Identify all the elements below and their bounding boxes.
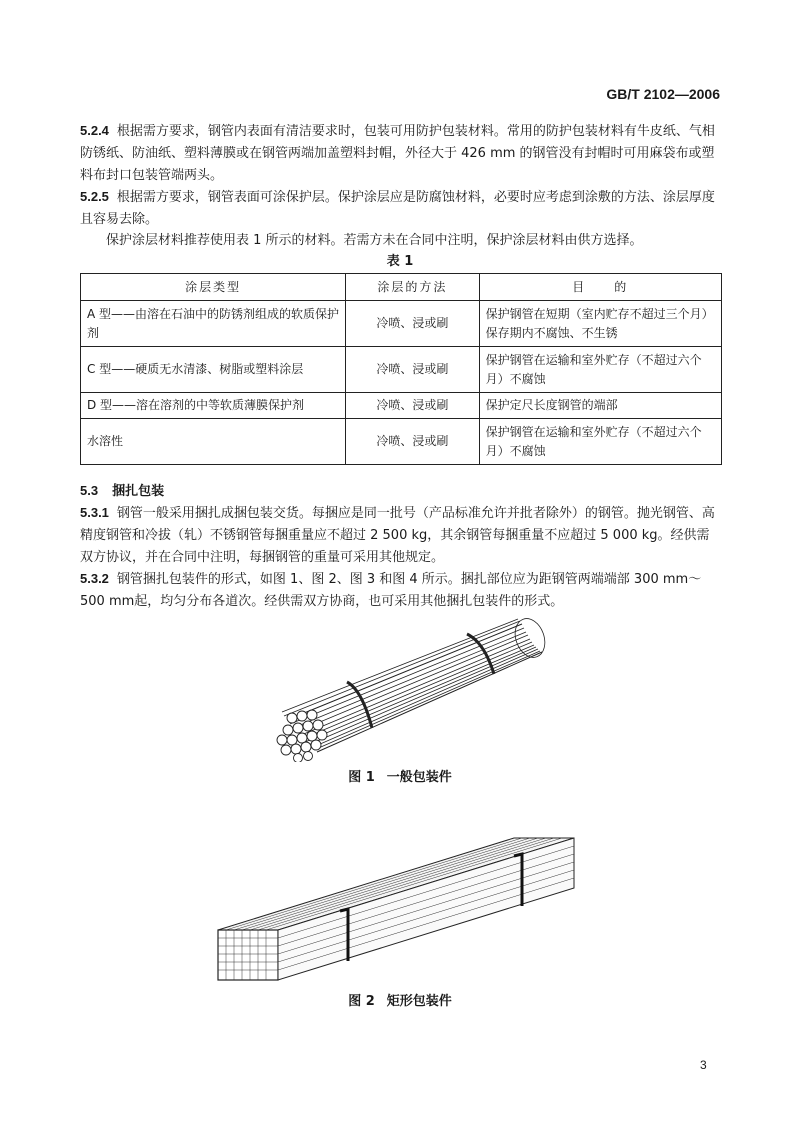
cell-purpose: 保护钢管在运输和室外贮存（不超过六个月）不腐蚀 xyxy=(479,419,721,465)
table-header-row xyxy=(81,274,722,301)
section-title: 捆扎包装 xyxy=(112,484,165,499)
cell-method: 冷喷、浸或刷 xyxy=(346,393,479,419)
clause-5-3-2 xyxy=(80,568,722,613)
table-caption: 表 1 xyxy=(386,254,414,269)
cell-type: C 型——硬质无水清漆、树脂或塑料涂层 xyxy=(81,347,346,393)
clause-5-2-5 xyxy=(80,186,722,231)
figure-caption-text: 一般包装件 xyxy=(386,770,452,785)
table-row xyxy=(81,301,722,347)
standard-code: GB/T 2102—2006 xyxy=(606,86,720,102)
table-row xyxy=(81,393,722,419)
clause-5-3-1 xyxy=(80,502,722,569)
clause-number: 5.3.1 xyxy=(80,505,109,520)
cell-type: A 型——由溶在石油中的防锈剂组成的软质保护剂 xyxy=(81,301,346,347)
figure-label: 图 1 xyxy=(348,770,375,785)
header-coating-type: 涂层类型 xyxy=(81,274,346,301)
cell-type: D 型——溶在溶剂的中等软质薄膜保护剂 xyxy=(81,393,346,419)
header-coating-method: 涂层的方法 xyxy=(346,274,479,301)
table-row xyxy=(81,347,722,393)
clause-5-2-4 xyxy=(80,120,722,187)
clause-text: 根据需方要求，钢管内表面有清洁要求时，包装可用防护包装材料。常用的防护包装材料有牛皮纸、气相防锈纸、防油纸、塑料薄膜或在钢管两端加盖塑料封帽，外径大于 426 mm 的钢管没有封帽时可用麻袋布或塑料布封口包装管端两头。 xyxy=(80,124,715,183)
clause-text: 根据需方要求，钢管表面可涂保护层。保护涂层应是防腐蚀材料，必要时应考虑到涂敷的方法、涂层厚度且容易去除。 xyxy=(80,190,715,227)
coating-table xyxy=(80,273,722,465)
figure-1-round-bundle xyxy=(262,612,552,762)
cell-method: 冷喷、浸或刷 xyxy=(346,419,479,465)
table-row xyxy=(81,419,722,465)
cell-purpose: 保护定尺长度钢管的端部 xyxy=(479,393,721,419)
figure-caption-text: 矩形包装件 xyxy=(386,994,452,1009)
clause-number: 5.2.5 xyxy=(80,189,109,204)
header-purpose: 目 的 xyxy=(479,274,721,301)
figure-2-rectangular-bundle xyxy=(214,834,584,984)
cell-method: 冷喷、浸或刷 xyxy=(346,347,479,393)
clause-text: 钢管一般采用捆扎成捆包装交货。每捆应是同一批号（产品标准允许并批者除外）的钢管。抛光钢管、高精度钢管和冷拔（轧）不锈钢管每捆重量应不超过 2 500 kg，其余钢管每捆重量不应超过 5 000 kg。经供需双方协议，并在合同中注明，每捆钢管的重量可采用其他规定。 xyxy=(80,506,715,565)
clause-number: 5.2.4 xyxy=(80,123,109,138)
clause-text: 钢管捆扎包装件的形式，如图 1、图 2、图 3 和图 4 所示。捆扎部位应为距钢管两端端部 300 mm～500 mm起，均匀分布各道次。经供需双方协商，也可采用其他捆扎包装件的形式。 xyxy=(80,572,702,609)
section-5-3-title xyxy=(80,480,722,503)
cell-purpose: 保护钢管在运输和室外贮存（不超过六个月）不腐蚀 xyxy=(479,347,721,393)
figure-label: 图 2 xyxy=(348,994,375,1009)
page-number: 3 xyxy=(700,1058,707,1072)
cell-purpose: 保护钢管在短期（室内贮存不超过三个月）保存期内不腐蚀、不生锈 xyxy=(479,301,721,347)
figure-1-caption xyxy=(0,766,800,785)
section-number: 5.3 xyxy=(80,483,99,498)
cell-method: 冷喷、浸或刷 xyxy=(346,301,479,347)
clause-number: 5.3.2 xyxy=(80,571,109,586)
cell-type: 水溶性 xyxy=(81,419,346,465)
figure-2-caption xyxy=(0,990,800,1009)
clause-5-2-5-note: 保护涂层材料推荐使用表 1 所示的材料。若需方未在合同中注明，保护涂层材料由供方选择。 xyxy=(106,233,643,248)
